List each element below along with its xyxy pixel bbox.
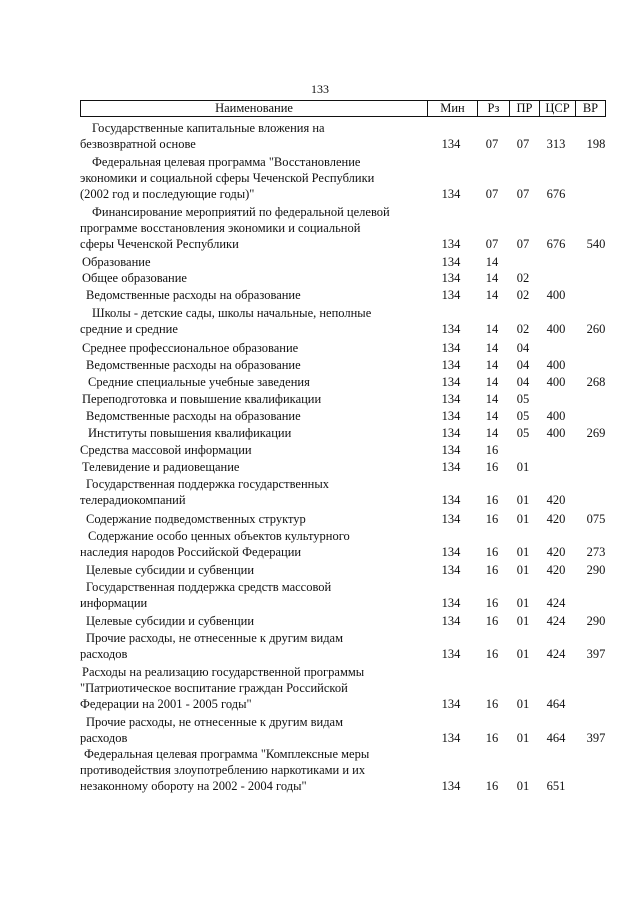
row-min-code: 134	[441, 341, 461, 355]
row-rz-code: 14	[485, 255, 499, 269]
row-min-code: 134	[441, 137, 461, 151]
row-rz-code: 14	[485, 288, 499, 302]
row-rz-code: 14	[485, 322, 499, 336]
row-pr-code: 01	[516, 563, 530, 577]
row-rz-code: 16	[485, 563, 499, 577]
row-name-line: Прочие расходы, не отнесенные к другим видам	[86, 631, 344, 645]
row-min-code: 134	[441, 647, 461, 661]
row-pr-code: 01	[516, 596, 530, 610]
row-name-line: Средние специальные учебные заведения	[88, 375, 310, 389]
row-vr-code: 397	[586, 647, 606, 661]
row-csr-code: 400	[546, 426, 566, 440]
row-csr-code: 424	[546, 596, 566, 610]
row-name-line: Финансирование мероприятий по федеральной целевой	[92, 205, 390, 219]
row-name-line: Целевые субсидии и субвенции	[86, 614, 255, 628]
row-rz-code: 16	[485, 614, 499, 628]
row-rz-code: 07	[485, 237, 499, 251]
row-pr-code: 05	[516, 426, 530, 440]
row-min-code: 134	[441, 271, 461, 285]
row-csr-code: 424	[546, 647, 566, 661]
row-name-line: Государственная поддержка государственных	[86, 477, 329, 491]
row-csr-code: 400	[546, 409, 566, 423]
row-pr-code: 02	[516, 322, 530, 336]
row-vr-code: 540	[586, 237, 606, 251]
header-pr: ПР	[509, 101, 539, 116]
row-rz-code: 16	[485, 493, 499, 507]
row-rz-code: 07	[485, 137, 499, 151]
row-csr-code: 676	[546, 187, 566, 201]
row-pr-code: 01	[516, 493, 530, 507]
row-vr-code: 290	[586, 614, 606, 628]
row-rz-code: 16	[485, 647, 499, 661]
row-csr-code: 424	[546, 614, 566, 628]
row-pr-code: 07	[516, 137, 530, 151]
row-rz-code: 16	[485, 460, 499, 474]
row-name-line: Школы - детские сады, школы начальные, неполные	[92, 306, 372, 320]
row-name-line: Расходы на реализацию государственной программы	[82, 665, 365, 679]
row-min-code: 134	[441, 392, 461, 406]
row-rz-code: 16	[485, 731, 499, 745]
row-csr-code: 400	[546, 375, 566, 389]
row-pr-code: 02	[516, 288, 530, 302]
row-pr-code: 05	[516, 392, 530, 406]
row-vr-code: 260	[586, 322, 606, 336]
row-name-line: безвозвратной основе	[80, 137, 196, 151]
row-rz-code: 16	[485, 512, 499, 526]
row-name-line: Целевые субсидии и субвенции	[86, 563, 255, 577]
row-vr-code: 290	[586, 563, 606, 577]
row-name-line: экономики и социальной сферы Чеченской Республики	[80, 171, 375, 185]
row-rz-code: 14	[485, 426, 499, 440]
row-min-code: 134	[441, 255, 461, 269]
row-pr-code: 01	[516, 731, 530, 745]
row-min-code: 134	[441, 460, 461, 474]
row-name-line: Ведомственные расходы на образование	[86, 358, 301, 372]
row-rz-code: 14	[485, 271, 499, 285]
row-name-line: Общее образование	[82, 271, 187, 285]
row-rz-code: 14	[485, 358, 499, 372]
row-name-line: Ведомственные расходы на образование	[86, 409, 301, 423]
row-name-line: Содержание особо ценных объектов культурного	[88, 529, 350, 543]
row-name-line: расходов	[80, 731, 128, 745]
row-csr-code: 313	[546, 137, 566, 151]
row-vr-code: 075	[586, 512, 606, 526]
row-min-code: 134	[441, 779, 461, 793]
header-csr: ЦСР	[539, 101, 575, 116]
row-name-line: Содержание подведомственных структур	[86, 512, 306, 526]
row-min-code: 134	[441, 288, 461, 302]
row-name-line: Среднее профессиональное образование	[82, 341, 299, 355]
row-vr-code: 269	[586, 426, 606, 440]
row-min-code: 134	[441, 409, 461, 423]
row-name-line: Государственная поддержка средств массовой	[86, 580, 332, 594]
row-name-line: Прочие расходы, не отнесенные к другим видам	[86, 715, 344, 729]
row-rz-code: 16	[485, 779, 499, 793]
row-name-line: Институты повышения квалификации	[88, 426, 292, 440]
row-name-line: сферы Чеченской Республики	[80, 237, 239, 251]
row-min-code: 134	[441, 358, 461, 372]
row-csr-code: 464	[546, 697, 566, 711]
row-rz-code: 14	[485, 392, 499, 406]
row-csr-code: 400	[546, 358, 566, 372]
row-name-line: программе восстановления экономики и социальной	[80, 221, 361, 235]
row-name-line: Средства массовой информации	[80, 443, 252, 457]
row-min-code: 134	[441, 512, 461, 526]
table-header	[80, 100, 606, 117]
row-vr-code: 198	[586, 137, 606, 151]
row-pr-code: 02	[516, 271, 530, 285]
row-name-line: (2002 год и последующие годы)"	[80, 187, 255, 201]
row-name-line: Телевидение и радиовещание	[82, 460, 240, 474]
row-name-line: информации	[80, 596, 148, 610]
row-name-line: противодействия злоупотреблению наркотиками и их	[80, 763, 366, 777]
row-min-code: 134	[441, 322, 461, 336]
row-name-line: наследия народов Российской Федерации	[80, 545, 302, 559]
row-csr-code: 420	[546, 493, 566, 507]
row-pr-code: 04	[516, 341, 530, 355]
row-rz-code: 14	[485, 375, 499, 389]
row-csr-code: 651	[546, 779, 566, 793]
row-min-code: 134	[441, 443, 461, 457]
row-rz-code: 16	[485, 697, 499, 711]
row-csr-code: 420	[546, 545, 566, 559]
row-name-line: телерадиокомпаний	[80, 493, 186, 507]
row-pr-code: 01	[516, 697, 530, 711]
row-pr-code: 01	[516, 779, 530, 793]
row-name-line: Федеральная целевая программа "Восстановление	[92, 155, 361, 169]
row-name-line: средние и средние	[80, 322, 178, 336]
row-name-line: Переподготовка и повышение квалификации	[82, 392, 322, 406]
row-min-code: 134	[441, 731, 461, 745]
row-vr-code: 397	[586, 731, 606, 745]
page-number: 133	[311, 82, 329, 96]
row-csr-code: 420	[546, 512, 566, 526]
row-pr-code: 01	[516, 460, 530, 474]
row-csr-code: 464	[546, 731, 566, 745]
row-name-line: незаконному обороту на 2002 - 2004 годы"	[80, 779, 307, 793]
row-name-line: Федеральная целевая программа "Комплексные меры	[84, 747, 370, 761]
row-min-code: 134	[441, 545, 461, 559]
row-pr-code: 04	[516, 358, 530, 372]
row-name-line: Ведомственные расходы на образование	[86, 288, 301, 302]
row-min-code: 134	[441, 596, 461, 610]
row-csr-code: 400	[546, 288, 566, 302]
row-pr-code: 04	[516, 375, 530, 389]
row-rz-code: 16	[485, 596, 499, 610]
row-pr-code: 05	[516, 409, 530, 423]
row-pr-code: 07	[516, 237, 530, 251]
row-pr-code: 01	[516, 545, 530, 559]
row-min-code: 134	[441, 697, 461, 711]
row-rz-code: 16	[485, 443, 499, 457]
header-rz: Рз	[477, 101, 509, 116]
row-name-line: Государственные капитальные вложения на	[92, 121, 325, 135]
row-min-code: 134	[441, 493, 461, 507]
header-vr: ВР	[575, 101, 605, 116]
row-rz-code: 07	[485, 187, 499, 201]
row-name-line: Образование	[82, 255, 151, 269]
row-min-code: 134	[441, 237, 461, 251]
row-rz-code: 16	[485, 545, 499, 559]
row-name-line: расходов	[80, 647, 128, 661]
row-pr-code: 01	[516, 647, 530, 661]
row-rz-code: 14	[485, 341, 499, 355]
row-pr-code: 01	[516, 614, 530, 628]
row-rz-code: 14	[485, 409, 499, 423]
row-min-code: 134	[441, 187, 461, 201]
header-name: Наименование	[215, 101, 293, 115]
row-min-code: 134	[441, 426, 461, 440]
row-vr-code: 268	[586, 375, 606, 389]
header-min: Мин	[427, 101, 477, 116]
row-csr-code: 400	[546, 322, 566, 336]
row-min-code: 134	[441, 375, 461, 389]
row-pr-code: 07	[516, 187, 530, 201]
row-name-line: Федерации на 2001 - 2005 годы"	[80, 697, 252, 711]
row-csr-code: 420	[546, 563, 566, 577]
row-min-code: 134	[441, 614, 461, 628]
row-vr-code: 273	[586, 545, 606, 559]
row-pr-code: 01	[516, 512, 530, 526]
row-min-code: 134	[441, 563, 461, 577]
row-csr-code: 676	[546, 237, 566, 251]
row-name-line: "Патриотическое воспитание граждан Российской	[80, 681, 348, 695]
